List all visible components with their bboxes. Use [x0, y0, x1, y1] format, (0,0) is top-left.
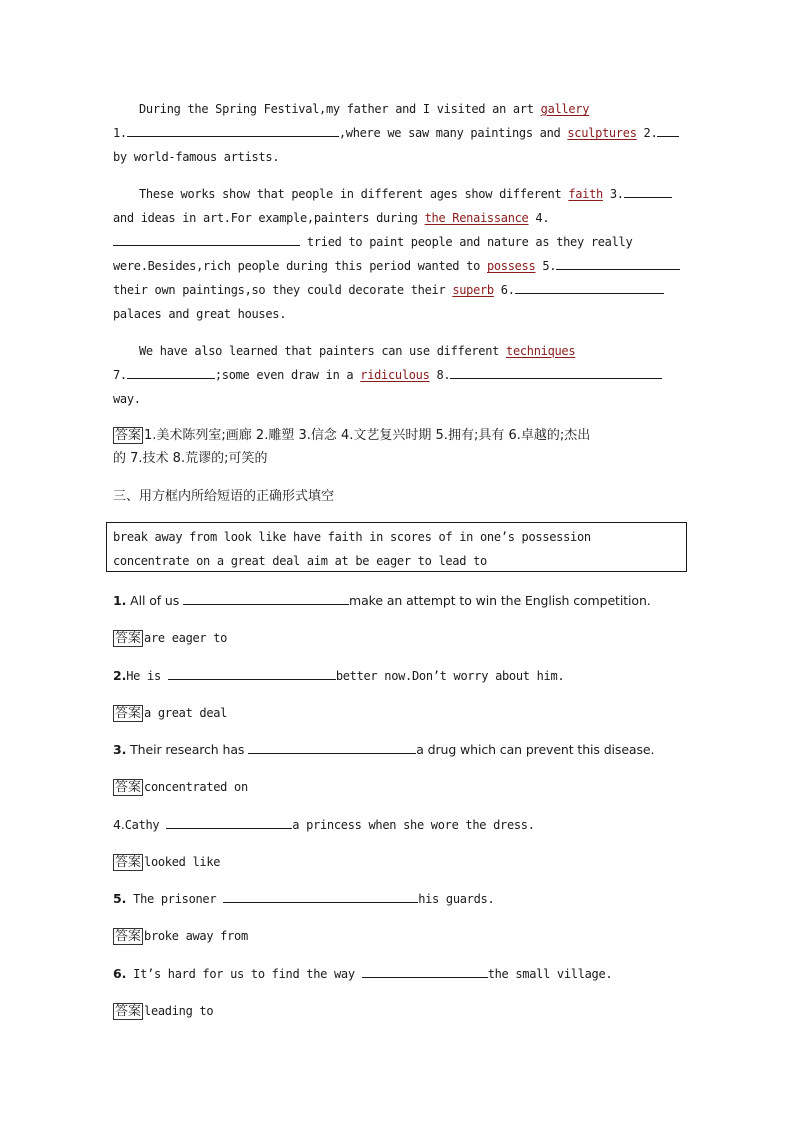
- passage-p2-line2: and ideas in art.For example,painters during the Renaissance 4.: [113, 211, 550, 225]
- question-4: 4.Cathy a princess when she wore the dress.: [113, 817, 535, 832]
- question-3: 3. Their research has a drug which can prevent this disease.: [113, 742, 655, 757]
- blank-1[interactable]: [127, 125, 339, 137]
- answer-key-line1: 答案 1.美术陈列室;画廊 2.雕塑 3.信念 4.文艺复兴时期 5.拥有;具有 6.卓越的;杰出: [115, 428, 591, 443]
- answer-label: 答案: [115, 428, 142, 443]
- passage-p3-line1: We have also learned that painters can use different techniques: [139, 344, 576, 358]
- passage-p2-line4: were.Besides,rich people during this period wanted to possess 5.: [113, 258, 680, 274]
- passage-p2-line5: their own paintings,so they could decorate their superb 6.: [113, 282, 664, 298]
- question-1-blank[interactable]: [183, 593, 349, 605]
- question-4-answer: 答案 looked like: [115, 855, 221, 870]
- phrase-box-line1: break away from look like have faith in scores of in one’s possession: [113, 530, 591, 544]
- vocab-ridiculous: ridiculous: [360, 368, 430, 382]
- question-6-blank[interactable]: [362, 966, 488, 978]
- passage-p2-line3: tried to paint people and nature as they really: [113, 234, 632, 250]
- vocab-gallery: gallery: [540, 102, 590, 116]
- passage-p3-line2: 7. ;some even draw in a ridiculous 8.: [113, 367, 662, 383]
- question-5-blank[interactable]: [223, 891, 418, 903]
- question-4-blank[interactable]: [166, 817, 292, 829]
- question-5: 5. The prisoner his guards.: [113, 891, 495, 906]
- answer-key-line2: 的 7.技术 8.荒谬的;可笑的: [113, 451, 268, 466]
- blank-2[interactable]: [657, 125, 679, 137]
- phrase-box: [106, 522, 687, 572]
- question-6: 6. It’s hard for us to find the way the small village.: [113, 966, 613, 981]
- blank-6[interactable]: [515, 282, 664, 294]
- passage-p3-line3: way.: [113, 392, 141, 406]
- passage-p1-line2: 1. ,where we saw many paintings and sculptures 2.: [113, 125, 679, 141]
- question-2: 2.He is better now.Don’t worry about him.: [113, 668, 565, 683]
- question-3-answer: 答案 concentrated on: [115, 780, 248, 795]
- blank-3[interactable]: [624, 186, 672, 198]
- vocab-techniques: techniques: [506, 344, 576, 358]
- question-5-answer: 答案 broke away from: [115, 929, 248, 944]
- passage-p1-line3: by world-famous artists.: [113, 150, 280, 164]
- question-6-answer: 答案 leading to: [115, 1004, 214, 1019]
- passage-p2-line6: palaces and great houses.: [113, 307, 287, 321]
- phrase-box-line2: concentrate on a great deal aim at be eager to lead to: [113, 554, 487, 568]
- blank-5[interactable]: [556, 258, 680, 270]
- vocab-superb: superb: [452, 283, 494, 297]
- vocab-renaissance: the Renaissance: [424, 211, 529, 225]
- vocab-sculptures: sculptures: [567, 126, 637, 140]
- section-title: 三、用方框内所给短语的正确形式填空: [113, 489, 335, 504]
- blank-8[interactable]: [450, 367, 662, 379]
- vocab-faith: faith: [568, 187, 603, 201]
- blank-4[interactable]: [113, 234, 300, 246]
- question-3-blank[interactable]: [248, 742, 416, 754]
- question-2-answer: 答案 a great deal: [115, 706, 228, 721]
- vocab-possess: possess: [486, 259, 536, 273]
- question-1: 1. All of us make an attempt to win the English competition.: [113, 593, 651, 608]
- question-2-blank[interactable]: [168, 668, 336, 680]
- blank-7[interactable]: [127, 367, 215, 379]
- question-1-answer: 答案 are eager to: [115, 631, 228, 646]
- passage-p1-line1: During the Spring Festival,my father and I visited an art gallery: [139, 102, 590, 116]
- passage-p2-line1: These works show that people in different ages show different faith 3.: [113, 186, 672, 202]
